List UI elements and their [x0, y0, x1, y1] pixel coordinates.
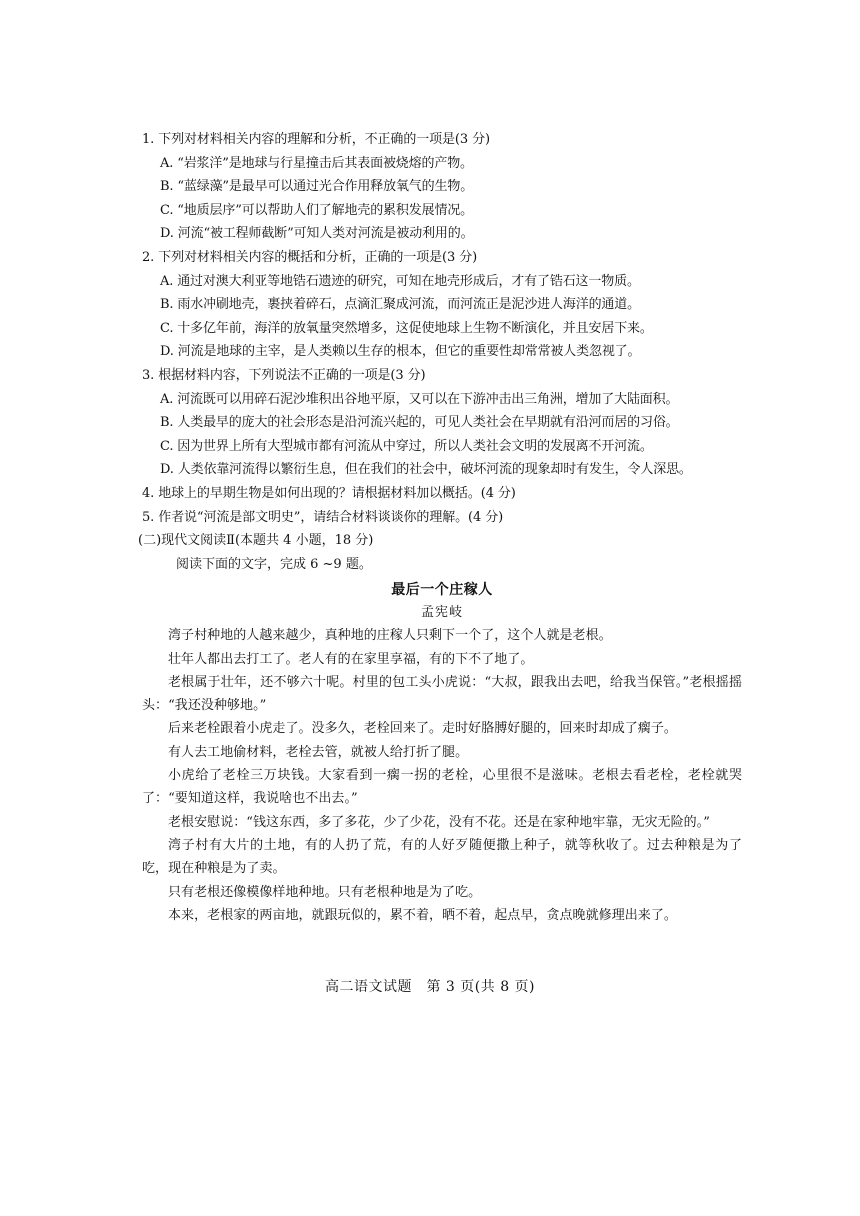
option-b: B. 人类最早的庞大的社会形态是沿河流兴起的，可见人类社会在早期就有沿河而居的习俗。	[160, 415, 679, 431]
story-body	[142, 624, 742, 927]
story-paragraph: 壮年人都出去打工了。老人有的在家里享福，有的下不了地了。	[168, 651, 534, 667]
question-2	[142, 246, 742, 364]
question-4: 4. 地球上的早期生物是如何出现的？请根据材料加以概括。(4 分)	[142, 485, 516, 501]
reading-instruction: 阅读下面的文字，完成 6 ~9 题。	[176, 556, 372, 572]
story-author: 孟宪岐	[420, 605, 463, 621]
option-d: D. 人类依靠河流得以繁衍生息，但在我们的社会中，破坏河流的现象却时有发生，令人深思。	[160, 462, 692, 478]
option-d: D. 河流“被工程师截断”可知人类对河流是被动利用的。	[160, 226, 474, 242]
question-3	[142, 364, 742, 482]
option-a: A. “岩浆洋”是地球与行星撞击后其表面被烧熔的产物。	[160, 155, 473, 171]
option-c: C. 因为世界上所有大型城市都有河流从中穿过，所以人类社会文明的发展离不开河流。	[160, 438, 653, 454]
story-paragraph: 后来老栓跟着小虎走了。没多久，老栓回来了。走时好胳膊好腿的，回来时却成了瘸子。	[168, 721, 677, 737]
question-stem: 3. 根据材料内容，下列说法不正确的一项是(3 分)	[142, 367, 426, 383]
option-a: A. 通过对澳大利亚等地锆石遗迹的研究，可知在地壳形成后，才有了锆石这一物质。	[160, 273, 640, 289]
option-d: D. 河流是地球的主宰，是人类赖以生存的根本，但它的重要性却常常被人类忽视了。	[160, 344, 641, 360]
option-c: C. 十多亿年前，海洋的放氧量突然增多，这促使地球上生物不断演化，并且安居下来。	[160, 320, 653, 336]
option-a: A. 河流既可以用碎石泥沙堆积出谷地平原，又可以在下游冲击出三角洲，增加了大陆面积。	[160, 391, 679, 407]
section-heading: (二)现代文阅读Ⅱ(本题共 4 小题，18 分)	[138, 533, 374, 549]
option-b: B. “蓝绿藻”是最早可以通过光合作用释放氧气的生物。	[160, 179, 474, 195]
question-1	[142, 128, 742, 246]
story-paragraph: 只有老根还像模像样地种地。只有老根种地是为了吃。	[168, 884, 482, 900]
story-paragraph: 小虎给了老栓三万块钱。大家看到一瘸一拐的老栓，心里很不是滋味。老根去看老栓，老栓就哭了：“要知道这样，我说啥也不出去。”	[142, 768, 742, 807]
story-title: 最后一个庄稼人	[391, 582, 493, 599]
question-stem: 2. 下列对材料相关内容的概括和分析，正确的一项是(3 分)	[142, 249, 478, 265]
story-paragraph: 湾子村有大片的土地，有的人扔了荒，有的人好歹随便撒上种子，就等秋收了。过去种粮是为了吃，现在种粮是为了卖。	[142, 837, 742, 877]
story-paragraph: 老根安慰说：“钱这东西，多了多花，少了少花，没有不花。还是在家种地牢靠，无灾无险的。”	[168, 814, 710, 830]
story-paragraph: 本来，老根家的两亩地，就跟玩似的，累不着，晒不着，起点早，贪点晚就修理出来了。	[168, 907, 677, 923]
option-b: B. 雨水冲刷地壳，裹挟着碎石，点滴汇聚成河流，而河流正是泥沙进人海洋的通道。	[160, 297, 640, 313]
question-stem: 1. 下列对材料相关内容的理解和分析，不正确的一项是(3 分)	[142, 132, 490, 147]
page-footer: 高二语文试题 第 3 页(共 8 页)	[324, 979, 536, 995]
story-paragraph: 湾子村种地的人越来越少，真种地的庄稼人只剩下一个了，这个人就是老根。	[168, 628, 612, 644]
story-paragraph: 老根属于壮年，还不够六十呢。村里的包工头小虎说：“大叔，跟我出去吧，给我当保管。”老根摇摇头：“我还没种够地。”	[142, 674, 742, 714]
page-content	[138, 128, 742, 927]
option-c: C. “地质层序”可以帮助人们了解地壳的累积发展情况。	[160, 202, 473, 218]
question-5: 5. 作者说“河流是部文明史”，请结合材料谈谈你的理解。(4 分)	[142, 509, 504, 525]
story-paragraph: 有人去工地偷材料，老栓去管，就被人给打折了腿。	[168, 744, 469, 760]
